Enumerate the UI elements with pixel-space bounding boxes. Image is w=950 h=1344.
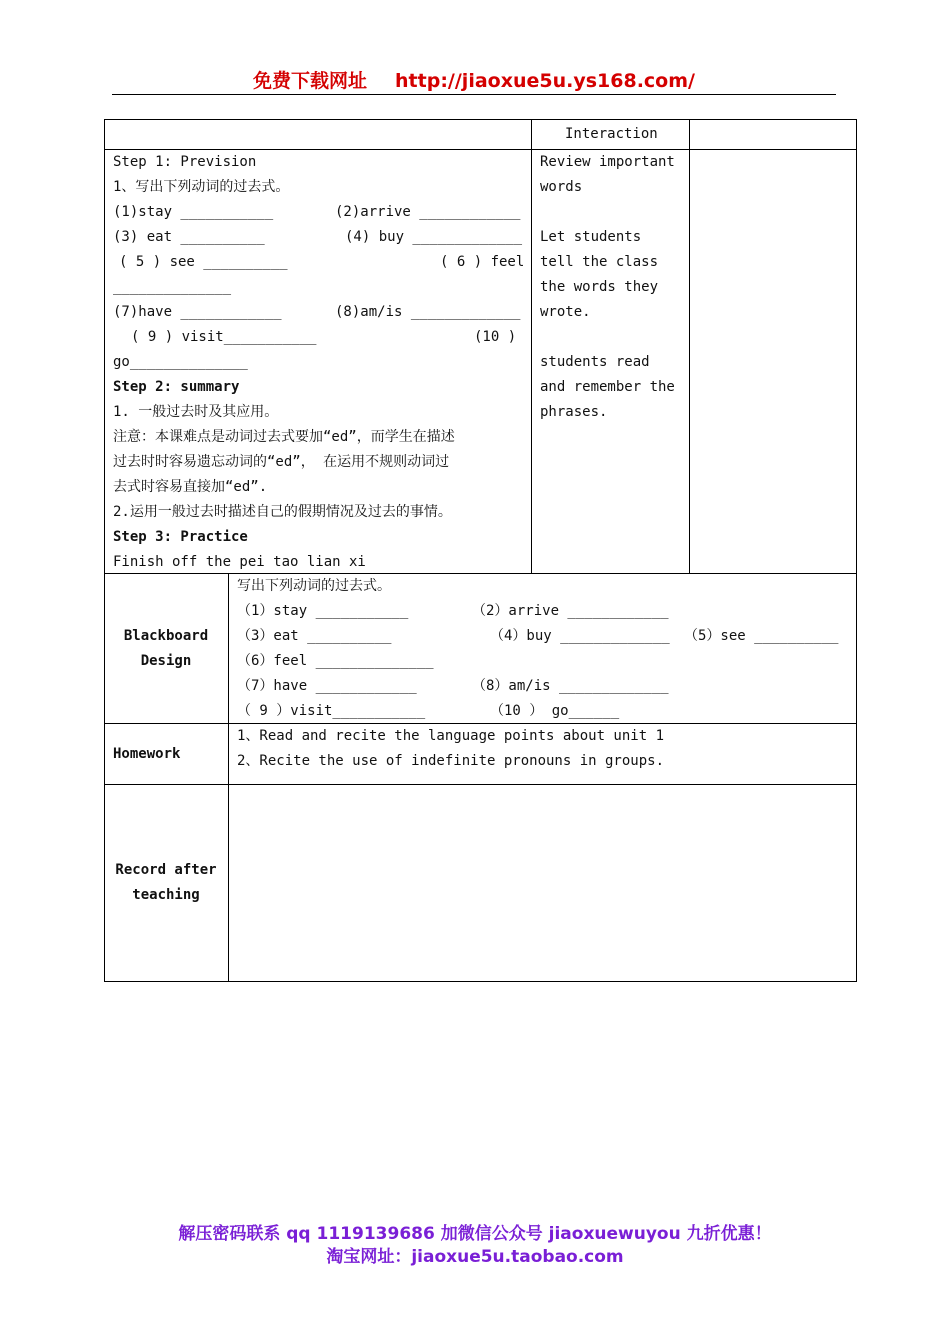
blackboard-item: （10 ） go______ (490, 703, 620, 719)
interaction-line: and remember the (540, 379, 675, 395)
step3-title: Step 3: Practice (113, 529, 248, 545)
homework-line: 1、Read and recite the language points about unit 1 (237, 728, 665, 744)
blackboard-item: （3）eat __________ (237, 628, 392, 644)
summary-point: 2.运用一般过去时描述自己的假期情况及过去的事情。 (113, 504, 452, 520)
blackboard-item: （7）have ____________ (237, 678, 417, 694)
step1-title: Step 1: Prevision (113, 154, 257, 170)
header-url[interactable]: http://jiaoxue5u.ys168.com/ (395, 70, 695, 92)
exercise-item: (1)stay ___________ (113, 204, 274, 220)
blackboard-item: （8）am/is _____________ (472, 678, 669, 694)
blackboard-line: 写出下列动词的过去式。 (237, 578, 391, 594)
interaction-line: tell the class (540, 254, 659, 270)
blackboard-item: （2）arrive ____________ (472, 603, 669, 619)
exercise-item-blank: ______________ (113, 279, 232, 295)
exercise-item: (3) eat __________ (113, 229, 265, 245)
exercise-item: ( 6 ) feel (440, 254, 525, 270)
blackboard-item: （ 9 ）visit___________ (237, 703, 426, 719)
summary-note: 注意：本课难点是动词过去式要加“ed”，而学生在描述 (113, 429, 455, 445)
practice-text: Finish off the pei tao lian xi (113, 554, 366, 570)
step2-title: Step 2: summary (113, 379, 240, 395)
interaction-line: wrote. (540, 304, 591, 320)
column-header-interaction: Interaction (565, 126, 658, 142)
exercise-item: ( 5 ) see __________ (119, 254, 288, 270)
homework-line: 2、Recite the use of indefinite pronouns in groups. (237, 753, 665, 769)
page-header (112, 66, 836, 95)
blackboard-item: （4）buy _____________ (490, 628, 670, 644)
record-label: Record after teaching (115, 862, 217, 903)
blackboard-item: （1）stay ___________ (237, 603, 409, 619)
summary-note: 过去时时容易遗忘动词的“ed”， 在运用不规则动词过 (113, 454, 450, 470)
summary-point: 1. 一般过去时及其应用。 (113, 404, 279, 420)
exercise-item: (10 ) (474, 329, 517, 345)
exercise-item: (8)am/is _____________ (335, 304, 521, 320)
interaction-line: Review important (540, 154, 675, 170)
blackboard-item: （5）see __________ (684, 628, 839, 644)
interaction-line: phrases. (540, 404, 608, 420)
blackboard-item: （6）feel ______________ (237, 653, 434, 669)
footer-taobao-link[interactable]: 淘宝网址：jiaoxue5u.taobao.com (326, 1247, 624, 1267)
record-content-empty (229, 785, 856, 981)
exercise-item: (7)have ____________ (113, 304, 282, 320)
interaction-line: students read (540, 354, 650, 370)
blackboard-label: Blackboard Design (123, 628, 209, 669)
exercise-item: ( 9 ) visit___________ (131, 329, 317, 345)
interaction-line: the words they (540, 279, 659, 295)
interaction-line: Let students (540, 229, 642, 245)
step1-instruction: 1、写出下列动词的过去式。 (113, 179, 290, 195)
homework-label: Homework (113, 746, 181, 762)
header-site-label: 免费下载网址 (253, 70, 368, 92)
exercise-item-blank: go______________ (113, 354, 248, 370)
exercise-item: (4) buy _____________ (345, 229, 523, 245)
exercise-item: (2)arrive ____________ (335, 204, 521, 220)
footer-contact: 解压密码联系 qq 1119139686 加微信公众号 jiaoxuewuyou 九折优惠！ (178, 1224, 772, 1244)
summary-note: 去式时容易直接加“ed”. (113, 479, 268, 495)
interaction-line: words (540, 179, 583, 195)
